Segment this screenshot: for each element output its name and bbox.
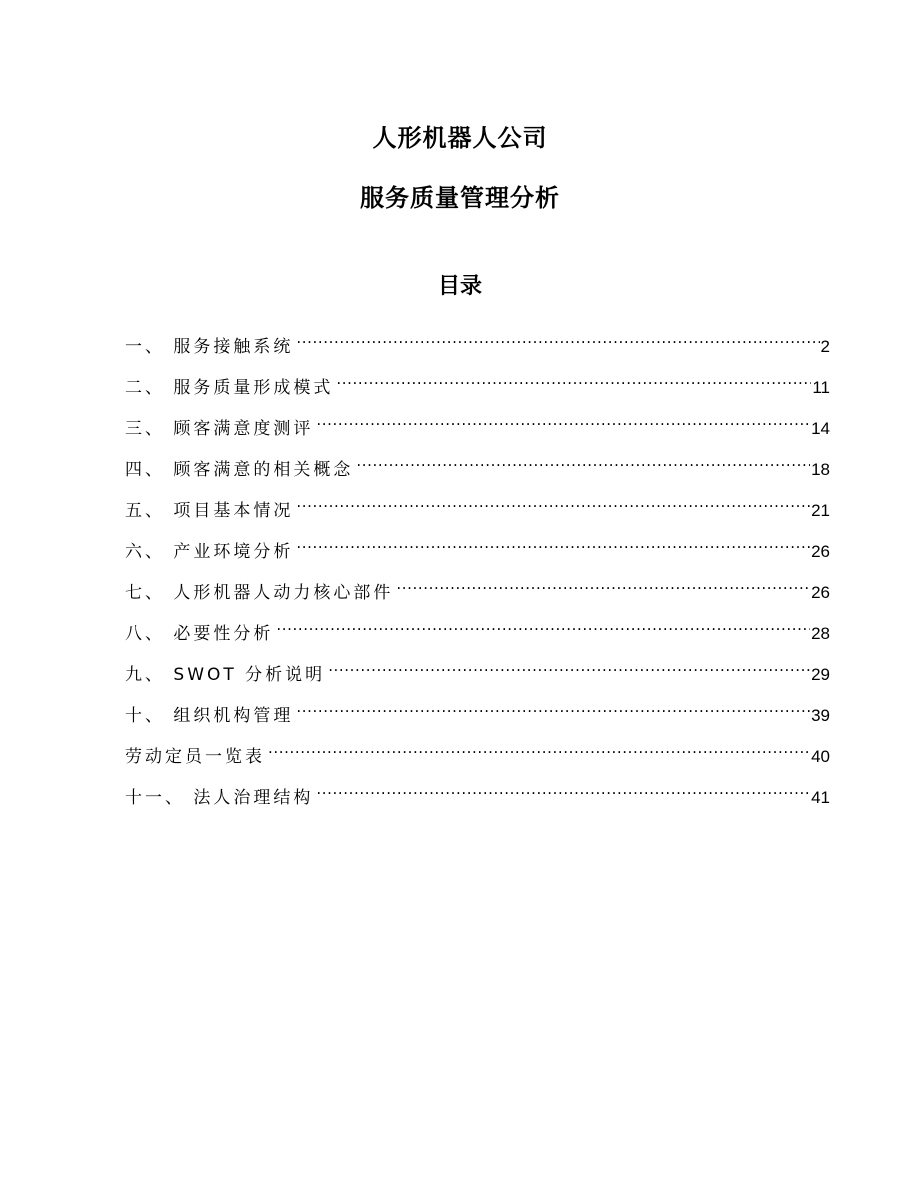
toc-entry[interactable] (125, 732, 830, 773)
toc-entry-page: 2 (820, 337, 830, 356)
toc-entry[interactable] (125, 568, 830, 609)
toc-entry-label: 一、 服务接触系统 (125, 337, 294, 357)
toc-entry-label: 四、 顾客满意的相关概念 (125, 460, 354, 480)
toc-dot-leader (396, 568, 810, 598)
toc-entry-page: 14 (811, 419, 830, 438)
toc-entry-label: 十、 组织机构管理 (125, 706, 294, 726)
toc-dot-leader (268, 732, 810, 762)
toc-dot-leader (276, 609, 810, 639)
toc-entry-page: 18 (811, 460, 830, 479)
toc-entry[interactable] (125, 773, 830, 814)
toc-dot-leader (316, 773, 810, 803)
toc-dot-leader (296, 527, 810, 557)
toc-dot-leader (328, 650, 810, 680)
toc-entry[interactable] (125, 691, 830, 732)
toc-dot-leader (316, 404, 810, 434)
toc-entry-page: 39 (811, 706, 830, 725)
toc-entry-page: 28 (811, 624, 830, 643)
toc-entry-label: 九、 SWOT 分析说明 (125, 665, 326, 685)
toc-entry-page: 29 (811, 665, 830, 684)
toc-dot-leader (296, 691, 810, 721)
toc-entry-page: 26 (811, 583, 830, 602)
toc-entry[interactable] (125, 486, 830, 527)
toc-entry-page: 41 (811, 788, 830, 807)
toc-entry-page: 21 (811, 501, 830, 520)
toc-dot-leader (336, 363, 811, 393)
document-title: 人形机器人公司 (372, 124, 548, 152)
toc-entry-label: 十一、 法人治理结构 (125, 788, 314, 808)
toc-entry[interactable] (125, 609, 830, 650)
table-of-contents (125, 322, 830, 814)
toc-dot-leader (296, 486, 810, 516)
toc-entry[interactable] (125, 445, 830, 486)
toc-entry-label: 劳动定员一览表 (125, 747, 265, 767)
toc-entry[interactable] (125, 527, 830, 568)
toc-entry[interactable] (125, 322, 830, 363)
toc-entry[interactable] (125, 404, 830, 445)
toc-dot-leader (356, 445, 810, 475)
toc-entry-page: 26 (811, 542, 830, 561)
toc-entry-label: 六、 产业环境分析 (125, 542, 294, 562)
toc-entry[interactable] (125, 363, 830, 404)
document-subtitle: 服务质量管理分析 (360, 184, 560, 212)
toc-heading: 目录 (437, 274, 482, 299)
toc-entry-label: 五、 项目基本情况 (125, 501, 294, 521)
toc-entry-label: 八、 必要性分析 (125, 624, 274, 644)
toc-entry[interactable] (125, 650, 830, 691)
toc-entry-label: 七、 人形机器人动力核心部件 (125, 583, 394, 603)
toc-dot-leader (296, 322, 819, 352)
toc-entry-label: 三、 顾客满意度测评 (125, 419, 314, 439)
toc-entry-page: 11 (812, 378, 830, 397)
toc-entry-label: 二、 服务质量形成模式 (125, 378, 334, 398)
toc-entry-page: 40 (811, 747, 830, 766)
